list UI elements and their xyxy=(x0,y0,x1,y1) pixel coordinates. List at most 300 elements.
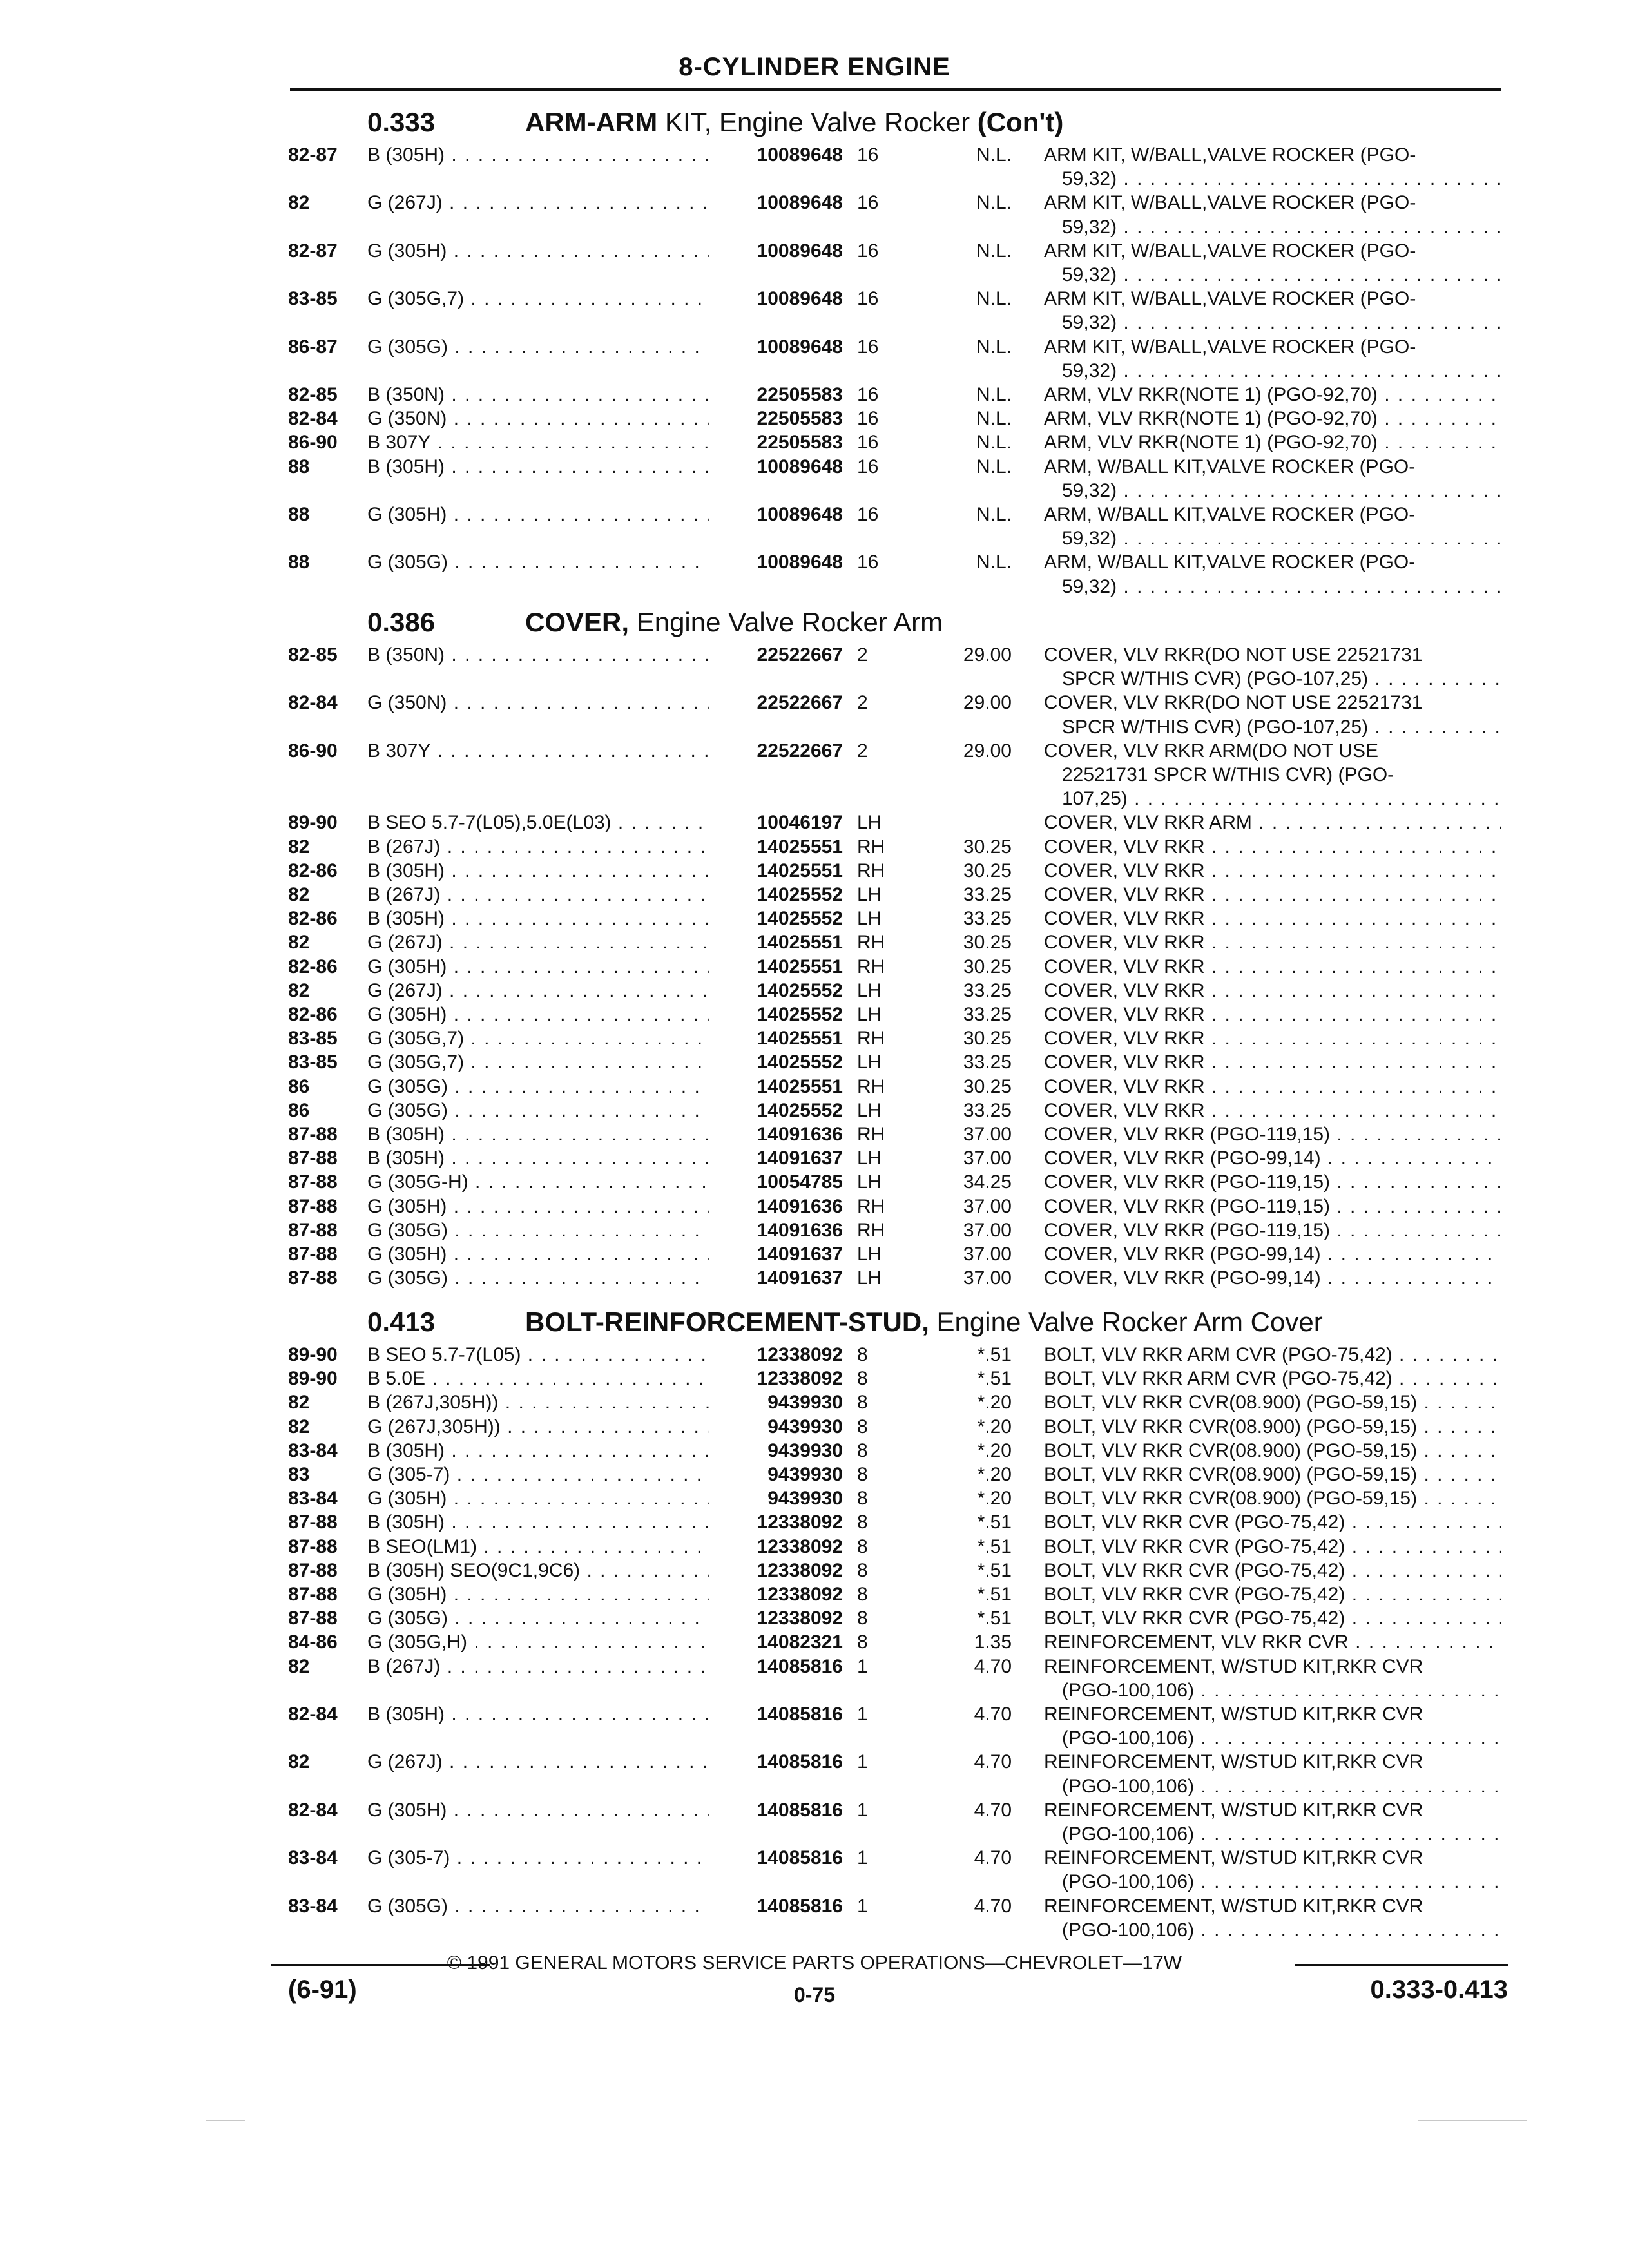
description: ARM KIT, W/BALL,VALVE ROCKER (PGO- xyxy=(1044,144,1416,166)
quantity: RH xyxy=(857,932,885,954)
part-number: 14085816 xyxy=(757,1704,843,1725)
section-number: 0.333 xyxy=(367,107,436,137)
price: 33.25 xyxy=(963,1004,1012,1025)
description: ARM, W/BALL KIT,VALVE ROCKER (PGO- xyxy=(1044,456,1416,477)
table-row xyxy=(0,1367,1629,1391)
table-row-continuation xyxy=(0,1918,1629,1943)
section-heading xyxy=(0,607,1629,640)
model-years: 82-86 xyxy=(288,956,338,977)
description: COVER, VLV RKR . . . xyxy=(1044,1050,1501,1075)
application: B SEO(LM1) . . . xyxy=(367,1535,709,1559)
quantity: 8 xyxy=(857,1416,868,1437)
price: N.L. xyxy=(976,144,1012,166)
quantity: LH xyxy=(857,1171,882,1193)
description-continuation: 59,32) . . . xyxy=(1062,263,1501,287)
part-number: 10089648 xyxy=(757,240,843,262)
model-years: 83-84 xyxy=(288,1847,338,1869)
description: BOLT, VLV RKR CVR(08.900) (PGO-59,15) . . . xyxy=(1044,1439,1501,1463)
quantity: 8 xyxy=(857,1344,868,1365)
table-row xyxy=(0,143,1629,168)
model-years: 87-88 xyxy=(288,1244,338,1265)
quantity: 16 xyxy=(857,408,879,430)
model-years: 83-85 xyxy=(288,1052,338,1073)
table-row xyxy=(0,1606,1629,1631)
application: B (350N) . . . xyxy=(367,643,709,668)
price: 30.25 xyxy=(963,932,1012,954)
table-row-continuation xyxy=(0,1774,1629,1799)
application: B (305H) SEO(9C1,9C6) . . . xyxy=(367,1559,709,1583)
model-years: 82 xyxy=(288,884,310,905)
description: BOLT, VLV RKR ARM CVR (PGO-75,42) . . . xyxy=(1044,1367,1501,1391)
section-title xyxy=(525,1307,1323,1338)
table-row xyxy=(0,1702,1629,1727)
model-years: 83 xyxy=(288,1464,310,1485)
part-number: 12338092 xyxy=(757,1535,843,1557)
table-row xyxy=(0,907,1629,931)
table-row-continuation xyxy=(0,1822,1629,1847)
description: REINFORCEMENT, W/STUD KIT,RKR CVR xyxy=(1044,1895,1423,1917)
price: *.20 xyxy=(977,1464,1012,1485)
description: COVER, VLV RKR . . . xyxy=(1044,1026,1501,1051)
table-row xyxy=(0,383,1629,407)
quantity: RH xyxy=(857,860,885,881)
part-number: 14085816 xyxy=(757,1847,843,1869)
price: *.51 xyxy=(977,1584,1012,1605)
part-number: 22505583 xyxy=(757,384,843,405)
application: G (305G,7) . . . xyxy=(367,287,709,311)
quantity: 8 xyxy=(857,1368,868,1390)
model-years: 86-90 xyxy=(288,740,338,762)
model-years: 88 xyxy=(288,552,310,573)
quantity: LH xyxy=(857,1148,882,1169)
model-years: 89-90 xyxy=(288,1344,338,1365)
description: BOLT, VLV RKR CVR (PGO-75,42) . . . xyxy=(1044,1582,1501,1607)
description: COVER, VLV RKR ARM . . . xyxy=(1044,811,1501,835)
table-row xyxy=(0,1894,1629,1919)
model-years: 82-84 xyxy=(288,1704,338,1725)
application: G (305G,H) . . . xyxy=(367,1630,709,1655)
price: 30.25 xyxy=(963,956,1012,977)
description-continuation: 59,32) . . . xyxy=(1062,526,1501,551)
description: REINFORCEMENT, W/STUD KIT,RKR CVR xyxy=(1044,1751,1423,1773)
section-title xyxy=(525,107,1063,138)
footer-page-number: 0-75 xyxy=(793,1983,836,2006)
page-title: 8-CYLINDER ENGINE xyxy=(679,53,950,81)
description: ARM, VLV RKR(NOTE 1) (PGO-92,70) . . . xyxy=(1044,430,1501,455)
scan-speck xyxy=(1418,2120,1527,2121)
table-row-continuation xyxy=(0,1870,1629,1894)
price: N.L. xyxy=(976,456,1012,477)
model-years: 89-90 xyxy=(288,812,338,834)
model-years: 82-84 xyxy=(288,408,338,430)
description: COVER, VLV RKR . . . xyxy=(1044,883,1501,907)
model-years: 84-86 xyxy=(288,1631,338,1653)
part-number: 10089648 xyxy=(757,504,843,525)
price: *.51 xyxy=(977,1344,1012,1365)
description-continuation: 59,32) . . . xyxy=(1062,311,1501,335)
price: 33.25 xyxy=(963,979,1012,1001)
part-number: 10054785 xyxy=(757,1171,843,1193)
application: G (305G) . . . xyxy=(367,1894,709,1919)
section-heading xyxy=(0,1307,1629,1340)
price: 34.25 xyxy=(963,1171,1012,1193)
application: B 307Y . . . xyxy=(367,430,709,455)
description: COVER, VLV RKR (PGO-119,15) . . . xyxy=(1044,1122,1501,1147)
description-continuation: 107,25) . . . xyxy=(1062,787,1501,811)
part-number: 14091636 xyxy=(757,1124,843,1145)
quantity: 1 xyxy=(857,1751,868,1773)
price: N.L. xyxy=(976,408,1012,430)
model-years: 82 xyxy=(288,192,310,214)
quantity: LH xyxy=(857,1052,882,1073)
quantity: 8 xyxy=(857,1608,868,1629)
application: G (305G-H) . . . xyxy=(367,1170,709,1195)
description: ARM KIT, W/BALL,VALVE ROCKER (PGO- xyxy=(1044,288,1416,310)
price: *.20 xyxy=(977,1392,1012,1414)
description: REINFORCEMENT, VLV RKR CVR . . . xyxy=(1044,1630,1501,1655)
table-row xyxy=(0,1463,1629,1487)
price: 33.25 xyxy=(963,1099,1012,1121)
quantity: 2 xyxy=(857,644,868,666)
table-row-continuation xyxy=(0,787,1629,811)
part-number: 14025551 xyxy=(757,956,843,977)
section-number: 0.386 xyxy=(367,607,436,637)
price: *.51 xyxy=(977,1512,1012,1533)
table-row xyxy=(0,1195,1629,1219)
description-continuation: 59,32) . . . xyxy=(1062,167,1501,191)
price: 33.25 xyxy=(963,1052,1012,1073)
quantity: 8 xyxy=(857,1392,868,1414)
description: REINFORCEMENT, W/STUD KIT,RKR CVR xyxy=(1044,1847,1423,1869)
description-continuation: (PGO-100,106) . . . xyxy=(1062,1774,1501,1799)
quantity: 8 xyxy=(857,1512,868,1533)
application: B (267J) . . . xyxy=(367,1655,709,1679)
quantity: 16 xyxy=(857,240,879,262)
quantity: LH xyxy=(857,979,882,1001)
quantity: 8 xyxy=(857,1439,868,1461)
quantity: RH xyxy=(857,1028,885,1050)
model-years: 87-88 xyxy=(288,1267,338,1289)
table-row-continuation xyxy=(0,479,1629,503)
price: N.L. xyxy=(976,336,1012,358)
application: B SEO 5.7-7(L05) . . . xyxy=(367,1343,709,1367)
model-years: 82 xyxy=(288,932,310,954)
table-row-continuation xyxy=(0,575,1629,599)
application: B (305H) . . . xyxy=(367,1146,709,1171)
part-number: 14025551 xyxy=(757,1028,843,1050)
part-number: 14085816 xyxy=(757,1799,843,1821)
table-row-continuation xyxy=(0,667,1629,691)
application: B (267J,305H)) . . . xyxy=(367,1390,709,1415)
scan-speck xyxy=(206,2120,245,2121)
part-number: 14091637 xyxy=(757,1267,843,1289)
quantity: 16 xyxy=(857,552,879,573)
section-title-bold: COVER, xyxy=(525,607,630,637)
model-years: 86 xyxy=(288,1075,310,1097)
part-number: 9439930 xyxy=(767,1416,843,1437)
price: 29.00 xyxy=(963,740,1012,762)
application: B (305H) . . . xyxy=(367,859,709,883)
table-row xyxy=(0,1026,1629,1051)
table-row xyxy=(0,1798,1629,1823)
price: *.51 xyxy=(977,1368,1012,1390)
application: G (350N) . . . xyxy=(367,407,709,431)
table-row xyxy=(0,430,1629,455)
quantity: 1 xyxy=(857,1655,868,1677)
description-continuation: (PGO-100,106) . . . xyxy=(1062,1678,1501,1703)
quantity: 8 xyxy=(857,1631,868,1653)
application: G (305H) . . . xyxy=(367,1486,709,1511)
section-title-bold: ARM-ARM xyxy=(525,107,658,137)
quantity: 8 xyxy=(857,1464,868,1485)
application: G (267J) . . . xyxy=(367,1750,709,1774)
quantity: 16 xyxy=(857,384,879,405)
application: G (305G,7) . . . xyxy=(367,1050,709,1075)
part-number: 14025552 xyxy=(757,1052,843,1073)
table-row-continuation xyxy=(0,359,1629,383)
application: G (267J) . . . xyxy=(367,191,709,215)
part-number: 14025551 xyxy=(757,836,843,858)
description: BOLT, VLV RKR CVR(08.900) (PGO-59,15) . . . xyxy=(1044,1463,1501,1487)
part-number: 14091636 xyxy=(757,1219,843,1241)
part-number: 22522667 xyxy=(757,692,843,714)
application: G (305G) . . . xyxy=(367,550,709,575)
table-row xyxy=(0,1510,1629,1535)
part-number: 14025552 xyxy=(757,1099,843,1121)
quantity: RH xyxy=(857,1219,885,1241)
table-row xyxy=(0,455,1629,479)
table-row xyxy=(0,930,1629,955)
price: *.20 xyxy=(977,1416,1012,1437)
quantity: 2 xyxy=(857,740,868,762)
quantity: LH xyxy=(857,1244,882,1265)
model-years: 87-88 xyxy=(288,1219,338,1241)
price: N.L. xyxy=(976,552,1012,573)
model-years: 82-85 xyxy=(288,384,338,405)
quantity: 1 xyxy=(857,1704,868,1725)
quantity: 16 xyxy=(857,192,879,214)
price: 37.00 xyxy=(963,1148,1012,1169)
part-number: 12338092 xyxy=(757,1512,843,1533)
description: ARM, W/BALL KIT,VALVE ROCKER (PGO- xyxy=(1044,552,1416,573)
table-row xyxy=(0,335,1629,360)
application: G (267J,305H)) . . . xyxy=(367,1415,709,1439)
model-years: 82-86 xyxy=(288,860,338,881)
table-row xyxy=(0,1439,1629,1463)
part-number: 14091637 xyxy=(757,1148,843,1169)
part-number: 10089648 xyxy=(757,144,843,166)
application: G (305-7) . . . xyxy=(367,1846,709,1870)
description: COVER, VLV RKR . . . xyxy=(1044,955,1501,979)
quantity: LH xyxy=(857,908,882,930)
model-years: 82 xyxy=(288,1392,310,1414)
table-row xyxy=(0,1242,1629,1267)
part-number: 14085816 xyxy=(757,1655,843,1677)
part-number: 22522667 xyxy=(757,644,843,666)
table-row xyxy=(0,1655,1629,1679)
table-row xyxy=(0,1122,1629,1147)
quantity: 1 xyxy=(857,1847,868,1869)
table-row xyxy=(0,191,1629,215)
application: B 307Y . . . xyxy=(367,739,709,764)
description: COVER, VLV RKR (PGO-99,14) . . . xyxy=(1044,1146,1501,1171)
model-years: 86 xyxy=(288,1099,310,1121)
price: N.L. xyxy=(976,504,1012,525)
model-years: 82 xyxy=(288,979,310,1001)
table-row-continuation xyxy=(0,1678,1629,1703)
table-row xyxy=(0,739,1629,764)
application: G (305H) . . . xyxy=(367,1582,709,1607)
model-years: 82-84 xyxy=(288,1799,338,1821)
quantity: 8 xyxy=(857,1559,868,1581)
table-row xyxy=(0,1750,1629,1774)
part-number: 10089648 xyxy=(757,288,843,310)
part-number: 14025552 xyxy=(757,979,843,1001)
table-row xyxy=(0,811,1629,835)
quantity: RH xyxy=(857,956,885,977)
table-row xyxy=(0,1003,1629,1027)
table-row xyxy=(0,1486,1629,1511)
part-number: 22505583 xyxy=(757,408,843,430)
description: REINFORCEMENT, W/STUD KIT,RKR CVR xyxy=(1044,1799,1423,1821)
description: ARM KIT, W/BALL,VALVE ROCKER (PGO- xyxy=(1044,192,1416,214)
application: G (305G) . . . xyxy=(367,1075,709,1099)
table-row xyxy=(0,1415,1629,1439)
description-continuation: SPCR W/THIS CVR) (PGO-107,25) . . . xyxy=(1062,667,1501,691)
footer-copyright: © 1991 GENERAL MOTORS SERVICE PARTS OPERATIONS—CHEVROLET—17W xyxy=(447,1952,1182,1974)
table-row xyxy=(0,1846,1629,1870)
application: B (305H) . . . xyxy=(367,1439,709,1463)
price: N.L. xyxy=(976,192,1012,214)
part-number: 12338092 xyxy=(757,1608,843,1629)
description: REINFORCEMENT, W/STUD KIT,RKR CVR xyxy=(1044,1655,1423,1677)
application: B (350N) . . . xyxy=(367,383,709,407)
price: 4.70 xyxy=(974,1704,1012,1725)
part-number: 9439930 xyxy=(767,1392,843,1414)
application: G (305G) . . . xyxy=(367,1606,709,1631)
price: N.L. xyxy=(976,432,1012,454)
application: B (305H) . . . xyxy=(367,907,709,931)
table-row xyxy=(0,1050,1629,1075)
description: BOLT, VLV RKR CVR(08.900) (PGO-59,15) . . . xyxy=(1044,1486,1501,1511)
application: B (305H) . . . xyxy=(367,1510,709,1535)
part-number: 12338092 xyxy=(757,1584,843,1605)
application: B (267J) . . . xyxy=(367,835,709,860)
description-continuation: 59,32) . . . xyxy=(1062,359,1501,383)
price: 1.35 xyxy=(974,1631,1012,1653)
description-continuation: (PGO-100,106) . . . xyxy=(1062,1918,1501,1943)
table-row xyxy=(0,955,1629,979)
application: B (305H) . . . xyxy=(367,143,709,168)
model-years: 86-90 xyxy=(288,432,338,454)
price: N.L. xyxy=(976,240,1012,262)
model-years: 82-85 xyxy=(288,644,338,666)
model-years: 89-90 xyxy=(288,1368,338,1390)
price: 4.70 xyxy=(974,1895,1012,1917)
model-years: 82-87 xyxy=(288,144,338,166)
quantity: LH xyxy=(857,1267,882,1289)
price: 4.70 xyxy=(974,1655,1012,1677)
table-row-continuation xyxy=(0,715,1629,740)
application: B (267J) . . . xyxy=(367,883,709,907)
table-row xyxy=(0,979,1629,1003)
description: REINFORCEMENT, W/STUD KIT,RKR CVR xyxy=(1044,1704,1423,1725)
application: G (305H) . . . xyxy=(367,1195,709,1219)
table-row xyxy=(0,835,1629,860)
table-row xyxy=(0,550,1629,575)
model-years: 82-84 xyxy=(288,692,338,714)
quantity: RH xyxy=(857,1195,885,1217)
quantity: 8 xyxy=(857,1535,868,1557)
part-number: 14025551 xyxy=(757,860,843,881)
description-continuation: 59,32) . . . xyxy=(1062,575,1501,599)
price: 37.00 xyxy=(963,1195,1012,1217)
model-years: 82 xyxy=(288,1751,310,1773)
table-row xyxy=(0,1630,1629,1655)
description: COVER, VLV RKR (PGO-119,15) . . . xyxy=(1044,1195,1501,1219)
table-row xyxy=(0,859,1629,883)
model-years: 83-85 xyxy=(288,1028,338,1050)
description: ARM KIT, W/BALL,VALVE ROCKER (PGO- xyxy=(1044,336,1416,358)
description: ARM, W/BALL KIT,VALVE ROCKER (PGO- xyxy=(1044,504,1416,525)
table-row xyxy=(0,239,1629,264)
model-years: 87-88 xyxy=(288,1195,338,1217)
table-row xyxy=(0,1075,1629,1099)
model-years: 83-84 xyxy=(288,1439,338,1461)
quantity: RH xyxy=(857,836,885,858)
table-row-continuation xyxy=(0,167,1629,191)
application: G (305G) . . . xyxy=(367,1266,709,1291)
description: BOLT, VLV RKR CVR(08.900) (PGO-59,15) . . . xyxy=(1044,1390,1501,1415)
part-number: 14091636 xyxy=(757,1195,843,1217)
description: COVER, VLV RKR (PGO-119,15) . . . xyxy=(1044,1170,1501,1195)
price: *.20 xyxy=(977,1488,1012,1510)
quantity: 2 xyxy=(857,692,868,714)
table-row-continuation xyxy=(0,526,1629,551)
quantity: 16 xyxy=(857,288,879,310)
application: G (305H) . . . xyxy=(367,503,709,527)
application: G (350N) . . . xyxy=(367,691,709,715)
price: 4.70 xyxy=(974,1799,1012,1821)
description: ARM, VLV RKR(NOTE 1) (PGO-92,70) . . . xyxy=(1044,383,1501,407)
description-continuation: 59,32) . . . xyxy=(1062,479,1501,503)
model-years: 87-88 xyxy=(288,1512,338,1533)
part-number: 14091637 xyxy=(757,1244,843,1265)
quantity: 1 xyxy=(857,1799,868,1821)
part-number: 12338092 xyxy=(757,1559,843,1581)
description: COVER, VLV RKR . . . xyxy=(1044,1075,1501,1099)
table-row xyxy=(0,1582,1629,1607)
description-continuation: 22521731 SPCR W/THIS CVR) (PGO- xyxy=(1062,764,1394,785)
table-row xyxy=(0,407,1629,431)
model-years: 87-88 xyxy=(288,1148,338,1169)
section-title-text: Engine Valve Rocker Arm xyxy=(636,607,943,637)
quantity: 16 xyxy=(857,456,879,477)
model-years: 87-88 xyxy=(288,1608,338,1629)
description-continuation: (PGO-100,106) . . . xyxy=(1062,1726,1501,1751)
table-row xyxy=(0,1099,1629,1123)
description: COVER, VLV RKR(DO NOT USE 22521731 xyxy=(1044,692,1423,714)
section-number: 0.413 xyxy=(367,1307,436,1337)
quantity: LH xyxy=(857,884,882,905)
price: N.L. xyxy=(976,288,1012,310)
part-number: 14025552 xyxy=(757,884,843,905)
part-number: 22522667 xyxy=(757,740,843,762)
price: 4.70 xyxy=(974,1847,1012,1869)
part-number: 9439930 xyxy=(767,1439,843,1461)
table-row xyxy=(0,1218,1629,1243)
part-number: 14085816 xyxy=(757,1751,843,1773)
